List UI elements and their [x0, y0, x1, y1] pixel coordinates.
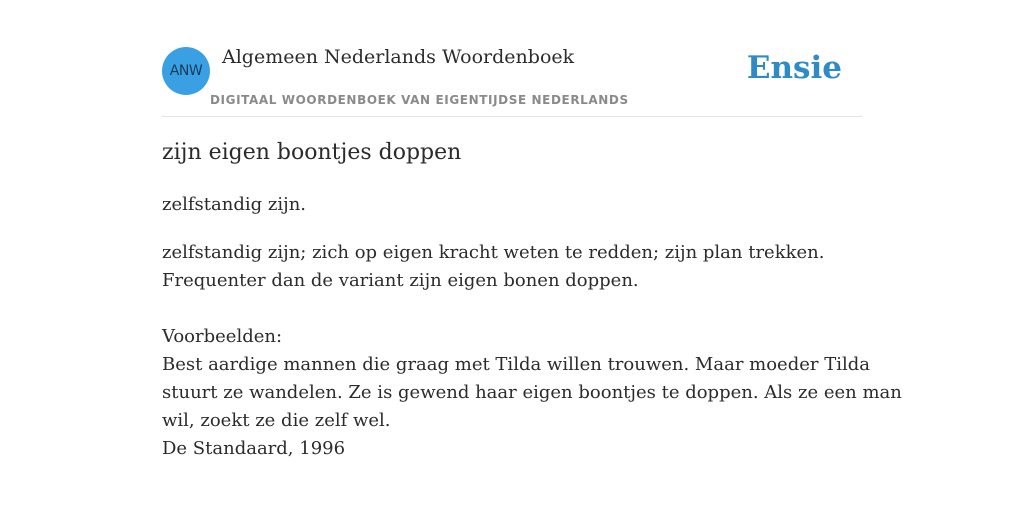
example-source: De Standaard, 1996 — [162, 438, 346, 459]
definition-line: Frequenter dan de variant zijn eigen bonen doppen. — [162, 270, 639, 291]
anw-logo[interactable] — [162, 47, 210, 95]
logo-text: ANW — [169, 63, 203, 79]
definition-line: zelfstandig zijn; zich op eigen kracht weten te redden; zijn plan trekken. — [162, 242, 825, 263]
ensie-brand-logo[interactable]: Ensie — [746, 50, 842, 86]
page — [162, 0, 902, 512]
example-line: wil, zoekt ze die zelf wel. — [162, 410, 391, 431]
example-line: Best aardige mannen die graag met Tilda willen trouwen. Maar moeder Tilda — [162, 354, 870, 375]
example-line: stuurt ze wandelen. Ze is gewend haar eigen boontjes te doppen. Als ze een man — [162, 382, 902, 403]
site-name[interactable]: Algemeen Nederlands Woordenboek — [222, 46, 575, 68]
short-definition: zelfstandig zijn. — [162, 194, 307, 215]
site-tagline: DIGITAAL WOORDENBOEK VAN EIGENTIJDSE NEDERLANDS — [210, 93, 629, 107]
examples-label: Voorbeelden: — [162, 326, 283, 347]
entry-headword: zijn eigen boontjes doppen — [162, 140, 462, 165]
site-header — [162, 0, 862, 117]
spacer — [162, 295, 862, 323]
definition-body — [162, 239, 902, 463]
